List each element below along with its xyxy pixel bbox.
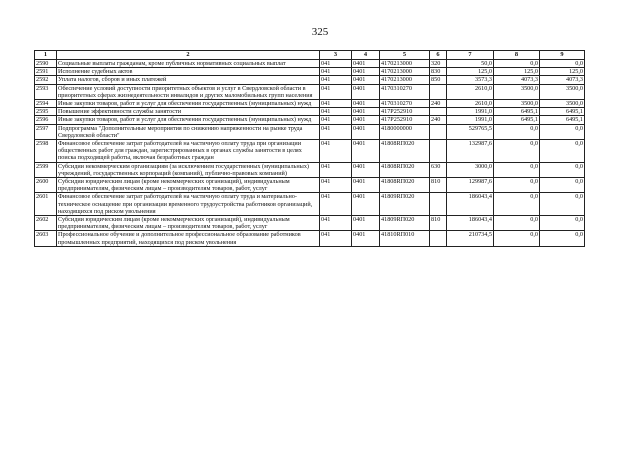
table-row [35,100,585,108]
expense-type: 240 [430,116,447,124]
amount-col7: 1991,0 [447,116,494,124]
admin-code: 041 [320,231,352,246]
amount-col7: 129987,6 [447,178,494,193]
section-code: 0401 [352,231,380,246]
table-row [35,140,585,163]
row-number: 2603 [35,231,57,246]
amount-col9: 0,0 [540,216,585,231]
table-row [35,193,585,216]
table-row [35,216,585,231]
header-cell: 9 [540,51,585,60]
amount-col9: 0,0 [540,193,585,216]
row-name: Обеспечение условий доступности приоритетных объектов и услуг в Свердловской области в приоритетных сферах жизнедеятельности инвалидов и других маломобильных групп населения [57,84,320,99]
amount-col9: 0,0 [540,140,585,163]
row-number: 2599 [35,162,57,177]
row-name: Уплата налогов, сборов и иных платежей [57,76,320,84]
amount-col7: 529765,5 [447,124,494,139]
expense-type [430,108,447,116]
row-name: Иные закупки товаров, работ и услуг для обеспечения государственных (муниципальных) нужд [57,100,320,108]
row-number: 2592 [35,76,57,84]
admin-code: 041 [320,60,352,68]
amount-col9: 0,0 [540,60,585,68]
expense-type: 630 [430,162,447,177]
amount-col8: 0,0 [494,231,540,246]
amount-col9: 6495,1 [540,116,585,124]
amount-col9: 3500,0 [540,100,585,108]
section-code: 0401 [352,162,380,177]
row-name: Финансовое обеспечение затрат работодателей на частичную оплату труда при организации общественных работ для граждан, зарегистрированных в органах службы занятости в целях поиска подходящей работы, включая безработных граждан [57,140,320,163]
page-number: 325 [311,26,329,38]
header-cell: 4 [352,51,380,60]
target-code: 41808RП020 [380,140,430,163]
row-name: Подпрограмма "Дополнительные мероприятия по снижению напряженности на рынке труда Свердловской области" [57,124,320,139]
target-code: 417P252910 [380,108,430,116]
table-row [35,116,585,124]
amount-col7: 132987,6 [447,140,494,163]
row-name: Субсидии юридическим лицам (кроме некоммерческих организаций), индивидуальным предпринимателям, физическим лицам – производителям товаров, работ, услуг [57,178,320,193]
admin-code: 041 [320,178,352,193]
amount-col8: 0,0 [494,178,540,193]
row-name: Исполнение судебных актов [57,68,320,76]
amount-col9: 6495,1 [540,108,585,116]
row-name: Субсидии юридическим лицам (кроме некоммерческих организаций), индивидуальным предпринимателям, физическим лицам – производителям товаров, работ, услуг [57,216,320,231]
target-code: 41808RП020 [380,162,430,177]
amount-col7: 210734,5 [447,231,494,246]
section-code: 0401 [352,100,380,108]
amount-col9: 0,0 [540,124,585,139]
amount-col7: 125,0 [447,68,494,76]
amount-col8: 4073,3 [494,76,540,84]
amount-col7: 3000,0 [447,162,494,177]
section-code: 0401 [352,116,380,124]
expense-type [430,124,447,139]
admin-code: 041 [320,100,352,108]
header-cell: 1 [35,51,57,60]
amount-col8: 6495,1 [494,116,540,124]
header-cell: 2 [57,51,320,60]
row-number: 2597 [35,124,57,139]
expense-type: 240 [430,100,447,108]
section-code: 0401 [352,140,380,163]
row-number: 2596 [35,116,57,124]
amount-col8: 125,0 [494,68,540,76]
section-code: 0401 [352,124,380,139]
section-code: 0401 [352,68,380,76]
section-code: 0401 [352,84,380,99]
expense-type: 850 [430,76,447,84]
amount-col7: 186043,4 [447,216,494,231]
expense-type: 810 [430,216,447,231]
amount-col8: 0,0 [494,60,540,68]
row-number: 2590 [35,60,57,68]
amount-col7: 3573,3 [447,76,494,84]
admin-code: 041 [320,216,352,231]
amount-col9: 0,0 [540,178,585,193]
amount-col8: 3500,0 [494,100,540,108]
amount-col9: 3500,0 [540,84,585,99]
table-row [35,76,585,84]
target-code: 4170213000 [380,76,430,84]
row-number: 2594 [35,100,57,108]
row-number: 2600 [35,178,57,193]
target-code: 41808RП020 [380,178,430,193]
expense-type: 810 [430,178,447,193]
amount-col9: 4073,3 [540,76,585,84]
row-number: 2595 [35,108,57,116]
expense-type [430,231,447,246]
amount-col9: 125,0 [540,68,585,76]
header-cell: 6 [430,51,447,60]
amount-col9: 0,0 [540,162,585,177]
table-row [35,124,585,139]
amount-col9: 0,0 [540,231,585,246]
admin-code: 041 [320,68,352,76]
admin-code: 041 [320,162,352,177]
section-code: 0401 [352,216,380,231]
row-name: Профессиональное обучение и дополнительное профессиональное образование работников промышленных предприятий, находящихся под риском увольнения [57,231,320,246]
admin-code: 041 [320,193,352,216]
amount-col8: 0,0 [494,216,540,231]
table-row [35,84,585,99]
expense-type: 830 [430,68,447,76]
expense-type [430,84,447,99]
admin-code: 041 [320,140,352,163]
row-name: Социальные выплаты гражданам, кроме публичных нормативных социальных выплат [57,60,320,68]
expense-type [430,193,447,216]
table-header-row [35,51,585,60]
row-number: 2601 [35,193,57,216]
row-name: Субсидии некоммерческим организациям (за исключением государственных (муниципальных) учреждений, государственных корпораций (компаний), публично-правовых компаний) [57,162,320,177]
target-code: 41809RП020 [380,216,430,231]
target-code: 4180000000 [380,124,430,139]
admin-code: 041 [320,76,352,84]
admin-code: 041 [320,124,352,139]
amount-col7: 2610,0 [447,100,494,108]
table-row [35,60,585,68]
section-code: 0401 [352,178,380,193]
budget-table [34,50,585,247]
header-cell: 8 [494,51,540,60]
row-number: 2598 [35,140,57,163]
amount-col7: 2610,0 [447,84,494,99]
row-name: Повышение эффективности службы занятости [57,108,320,116]
header-cell: 5 [380,51,430,60]
table-row [35,162,585,177]
table-row [35,68,585,76]
table-row [35,108,585,116]
header-cell: 3 [320,51,352,60]
header-cell: 7 [447,51,494,60]
target-code: 417P252910 [380,116,430,124]
row-name: Финансовое обеспечение затрат работодателей на частичную оплату труда и материально-техническое оснащение при организации временного трудоустройства работников организаций, находящихся под риском увольнения [57,193,320,216]
amount-col8: 0,0 [494,124,540,139]
table-row [35,178,585,193]
row-number: 2593 [35,84,57,99]
section-code: 0401 [352,193,380,216]
row-name: Иные закупки товаров, работ и услуг для обеспечения государственных (муниципальных) нужд [57,116,320,124]
section-code: 0401 [352,76,380,84]
amount-col8: 6495,1 [494,108,540,116]
target-code: 4170310270 [380,84,430,99]
target-code: 4170213000 [380,68,430,76]
row-number: 2602 [35,216,57,231]
target-code: 4170310270 [380,100,430,108]
amount-col8: 0,0 [494,193,540,216]
expense-type [430,140,447,163]
target-code: 41810RП010 [380,231,430,246]
expense-type: 320 [430,60,447,68]
section-code: 0401 [352,60,380,68]
section-code: 0401 [352,108,380,116]
amount-col8: 3500,0 [494,84,540,99]
row-number: 2591 [35,68,57,76]
admin-code: 041 [320,108,352,116]
amount-col7: 50,0 [447,60,494,68]
amount-col8: 0,0 [494,162,540,177]
table-row [35,231,585,246]
amount-col7: 1991,0 [447,108,494,116]
target-code: 4170213000 [380,60,430,68]
admin-code: 041 [320,84,352,99]
target-code: 41809RП020 [380,193,430,216]
amount-col8: 0,0 [494,140,540,163]
amount-col7: 186043,4 [447,193,494,216]
admin-code: 041 [320,116,352,124]
